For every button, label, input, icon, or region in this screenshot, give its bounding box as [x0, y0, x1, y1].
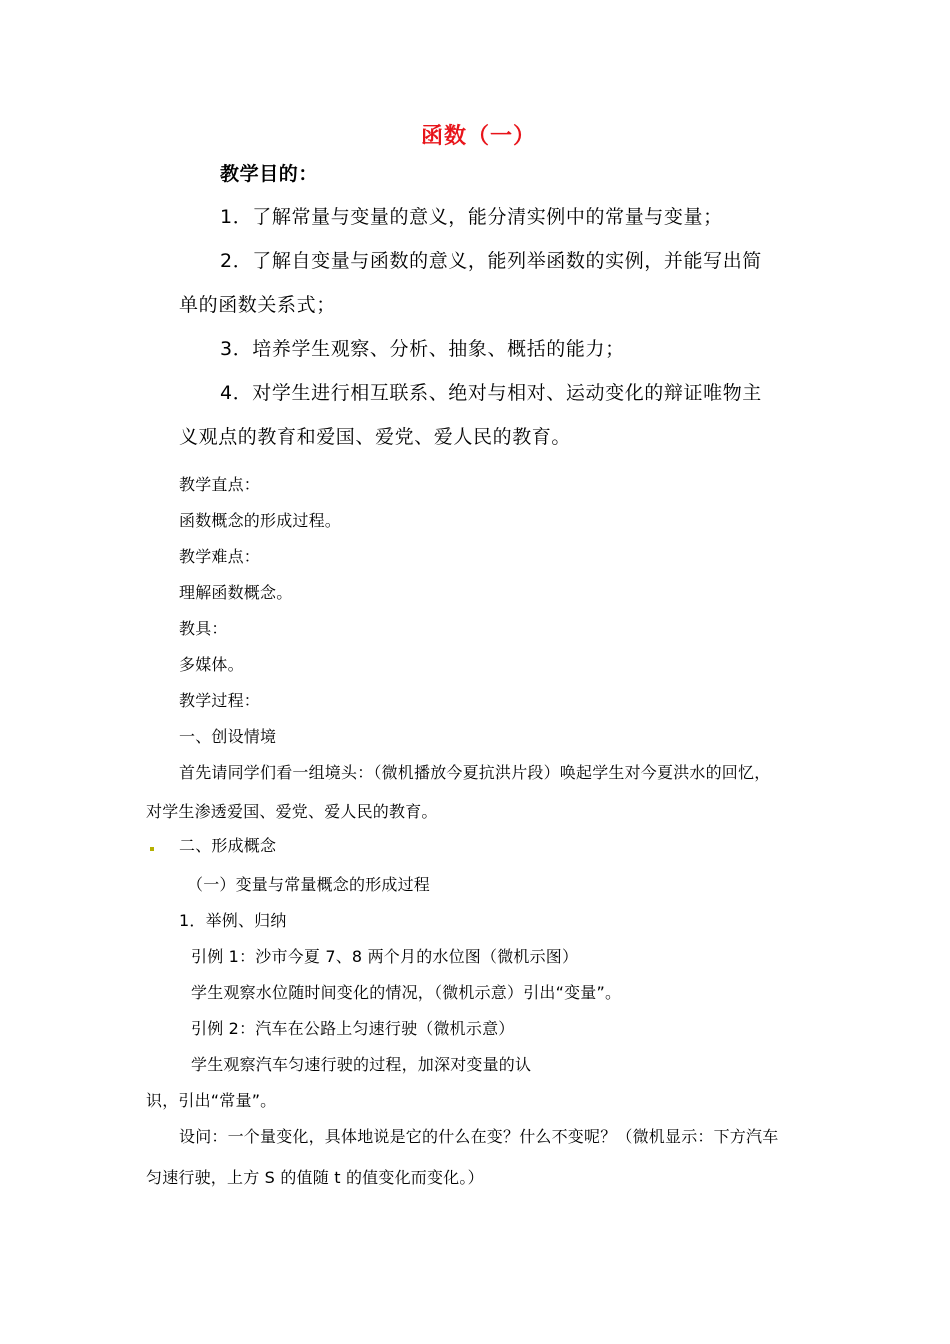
tools-text: 多媒体。: [179, 655, 244, 674]
section1-heading: 一、创设情境: [179, 727, 277, 746]
difficulty-label: 教学难点：: [179, 547, 261, 566]
section2-subheading: （一）变量与常量概念的形成过程: [187, 875, 431, 894]
objective-item: 2．了解自变量与函数的意义，能列举函数的实例，并能写出简: [220, 250, 762, 272]
bullet-marker: [150, 847, 154, 851]
section1-paragraph-line: 对学生渗透爱国、爱党、爱人民的教育。: [146, 802, 438, 821]
tools-label: 教具：: [179, 619, 228, 638]
objective-item: 3．培养学生观察、分析、抽象、概括的能力；: [220, 338, 625, 360]
objective-item-continued: 单的函数关系式；: [179, 294, 336, 316]
example2-note-line: 学生观察汽车匀速行驶的过程，加深对变量的认: [191, 1055, 532, 1074]
section2-item-heading: 1．举例、归纳: [179, 911, 287, 930]
question-line: 设问：一个量变化，具体地说是它的什么在变？什么不变呢？（微机显示：下方汽车: [179, 1127, 779, 1146]
process-label: 教学过程：: [179, 691, 261, 710]
objectives-heading: 教学目的：: [220, 163, 319, 185]
difficulty-text: 理解函数概念。: [179, 583, 293, 602]
section2-heading: 二、形成概念: [179, 836, 277, 855]
objective-item: 1．了解常量与变量的意义，能分清实例中的常量与变量；: [220, 206, 723, 228]
document-title: 函数（一）: [421, 124, 537, 149]
key-point-text: 函数概念的形成过程。: [179, 511, 342, 530]
key-point-label: 教学直点：: [179, 475, 261, 494]
example1-text: 引例 1：沙市今夏 7、8 两个月的水位图（微机示图）: [191, 947, 579, 966]
objective-item: 4．对学生进行相互联系、绝对与相对、运动变化的辩证唯物主: [220, 382, 762, 404]
example1-note: 学生观察水位随时间变化的情况，（微机示意）引出“变量”。: [191, 983, 622, 1002]
objective-item-continued: 义观点的教育和爱国、爱党、爱人民的教育。: [179, 426, 572, 448]
question-line: 匀速行驶，上方 S 的值随 t 的值变化而变化。）: [146, 1168, 484, 1187]
example2-note-line: 识，引出“常量”。: [146, 1091, 277, 1110]
example2-text: 引例 2：汽车在公路上匀速行驶（微机示意）: [191, 1019, 515, 1038]
section1-paragraph-line: 首先请同学们看一组境头：（微机播放今夏抗洪片段）唤起学生对今夏洪水的回忆，: [179, 763, 771, 782]
